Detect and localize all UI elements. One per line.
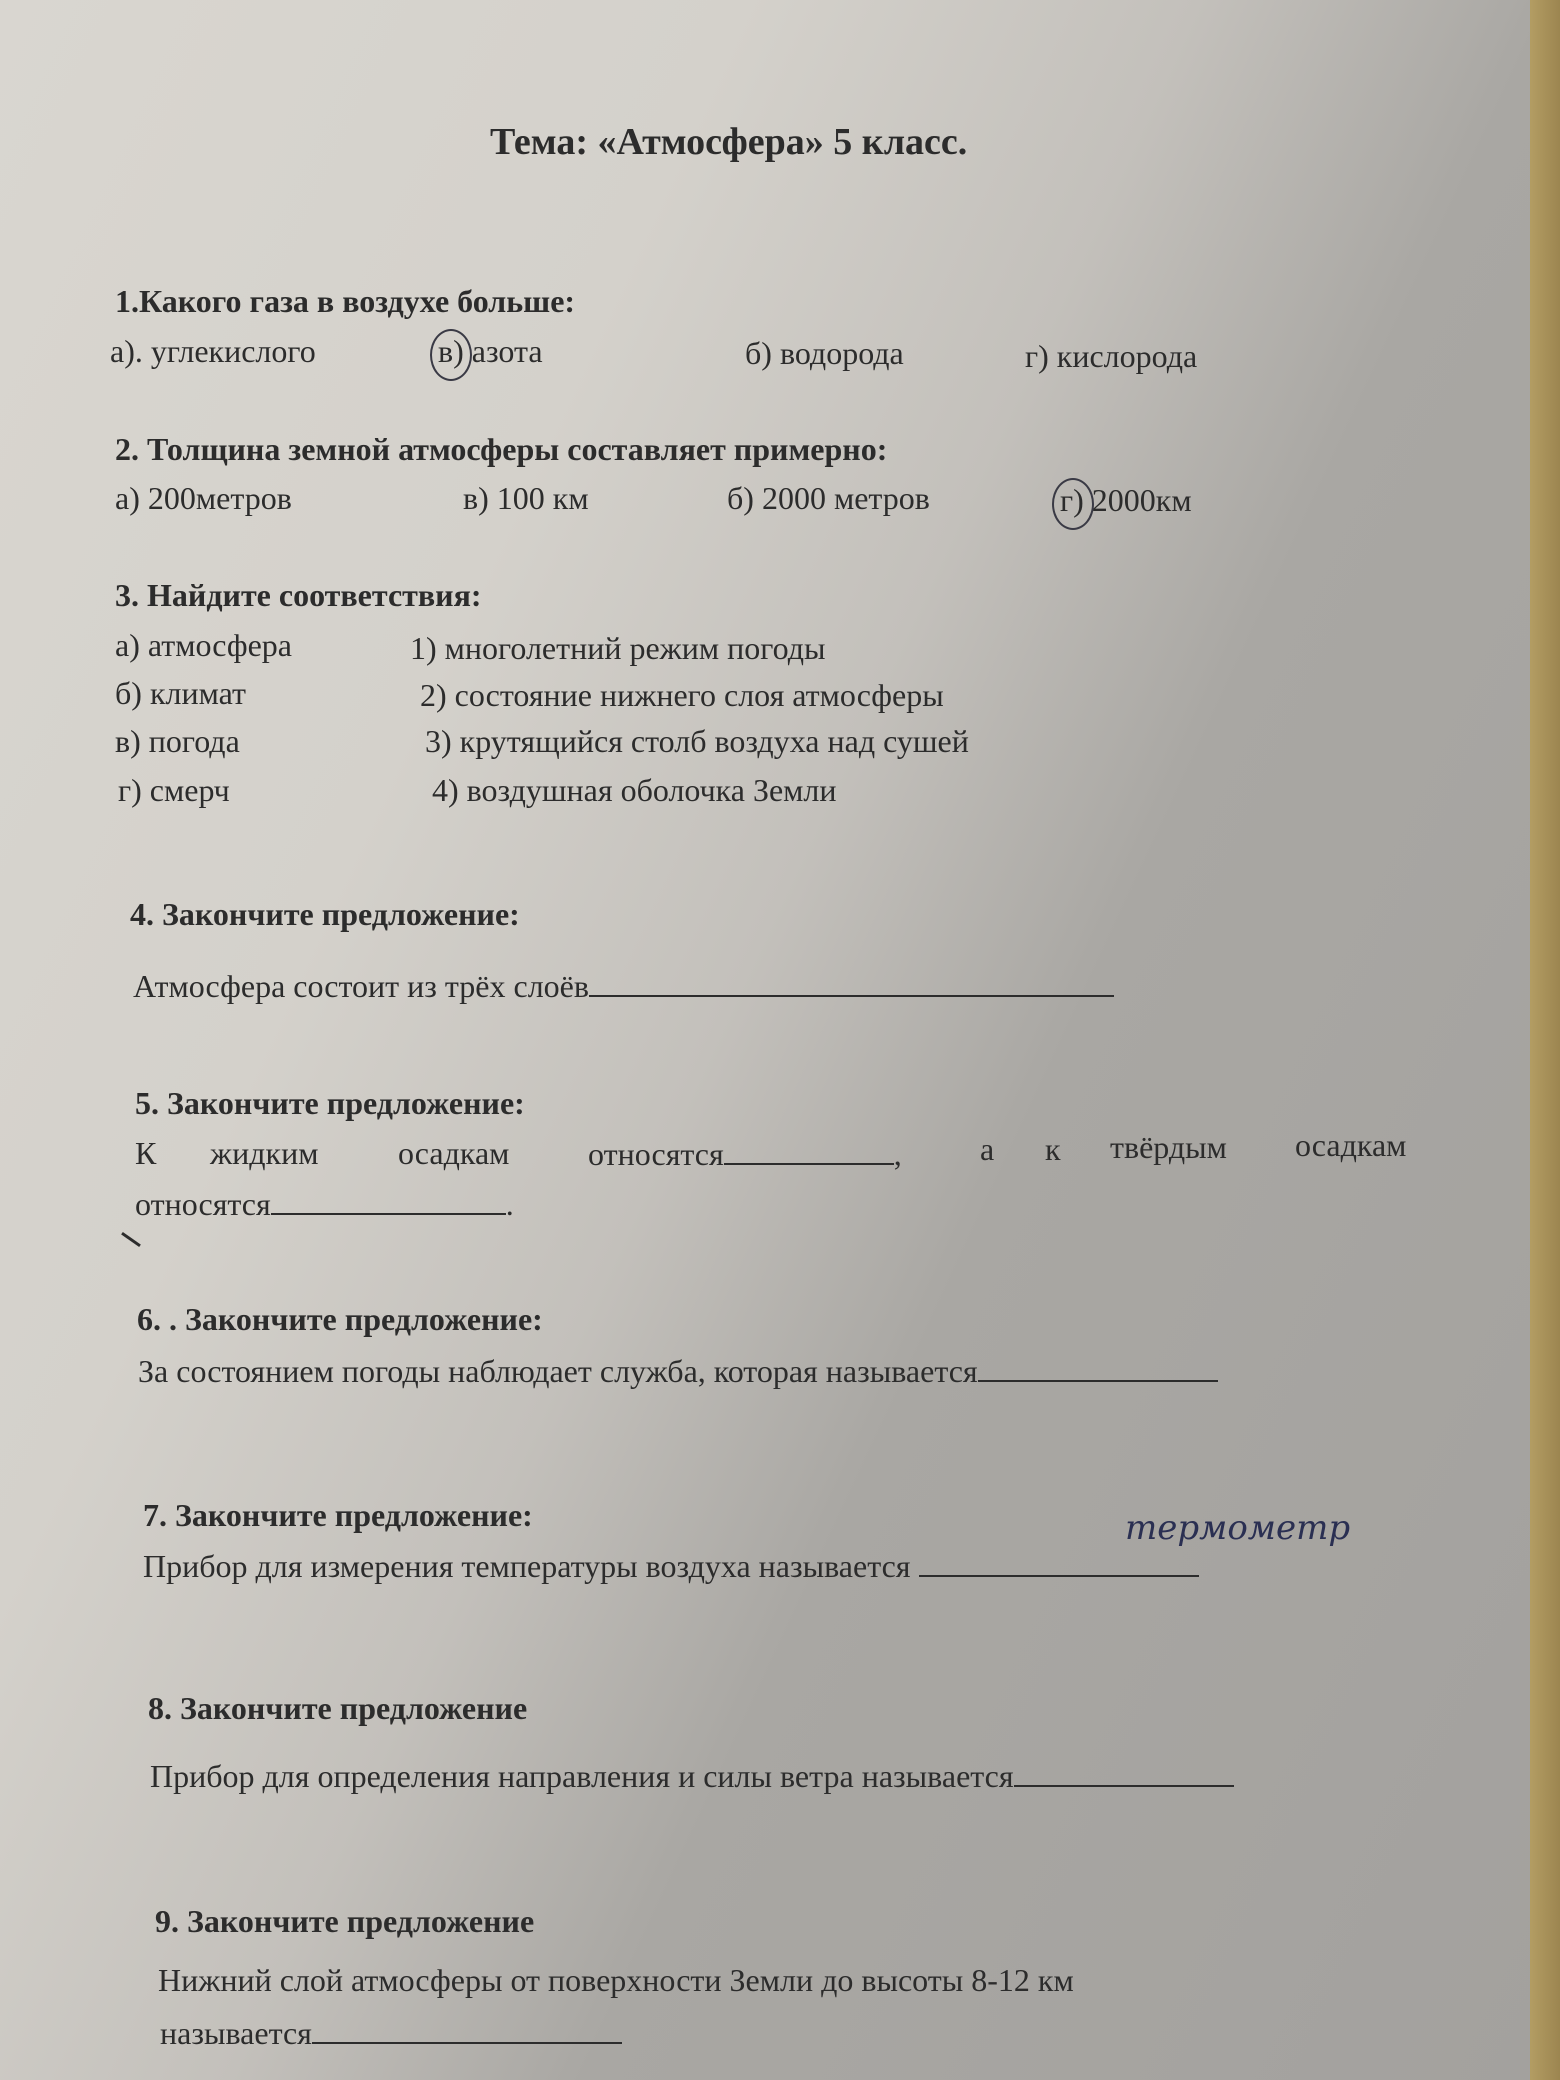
question-5-heading: 5. Закончите предложение:	[135, 1085, 525, 1121]
q2-option-a: а) 200метров	[115, 480, 292, 516]
q7-sentence-text: Прибор для измерения температуры воздуха называется	[143, 1548, 911, 1584]
q1-option-b: б) водорода	[745, 335, 904, 371]
q5-comma: ,	[893, 1136, 902, 1172]
answer-blank	[589, 965, 1114, 997]
pen-mark	[121, 1232, 141, 1247]
q8-sentence	[150, 1755, 1234, 1795]
q2-option-g-label: г) 2000км	[1060, 482, 1192, 518]
q4-sentence	[133, 965, 1114, 1005]
answer-blank	[312, 2012, 622, 2044]
q3-left-item: б) климат	[115, 675, 246, 711]
q5-sentence-line-2	[135, 1183, 514, 1223]
q5-word: осадкам	[398, 1135, 510, 1171]
q5-word: жидким	[210, 1135, 319, 1171]
q2-option-g	[1060, 482, 1192, 519]
q5-word: твёрдым	[1110, 1129, 1227, 1165]
question-2-heading: 2. Толщина земной атмосферы составляет примерно:	[115, 431, 888, 467]
q6-sentence	[138, 1350, 1218, 1390]
q1-option-v	[438, 333, 543, 370]
q1-option-a: а). углекислого	[110, 333, 316, 369]
answer-blank	[724, 1133, 894, 1165]
q3-right-item: 4) воздушная оболочка Земли	[432, 772, 837, 808]
page-title: Тема: «Атмосфера» 5 класс.	[490, 121, 968, 163]
q2-option-v: в) 100 км	[463, 480, 589, 516]
q5-word: осадкам	[1295, 1127, 1407, 1163]
handwritten-answer: термометр	[1125, 1508, 1351, 1548]
q5-word: К	[135, 1135, 157, 1171]
q1-option-v-label: в) азота	[438, 333, 543, 369]
q5-word	[588, 1133, 902, 1173]
q5-word-text: относятся	[588, 1136, 724, 1172]
q7-sentence	[143, 1545, 1199, 1585]
q9-sentence-line-2	[160, 2012, 622, 2052]
q8-sentence-text: Прибор для определения направления и силы ветра называется	[150, 1758, 1014, 1794]
q3-right-item: 2) состояние нижнего слоя атмосферы	[420, 677, 944, 713]
q3-left-item: г) смерч	[118, 772, 230, 808]
q9-sentence: Нижний слой атмосферы от поверхности Земли до высоты 8-12 км	[158, 1962, 1074, 1998]
question-7-heading: 7. Закончите предложение:	[143, 1497, 533, 1533]
q5-line-2-text: относятся	[135, 1186, 271, 1222]
q9-line-2-text: называется	[160, 2015, 312, 2051]
q3-left-item: в) погода	[115, 723, 240, 759]
q5-period: .	[505, 1186, 514, 1222]
q6-sentence-text: За состоянием погоды наблюдает служба, которая называется	[138, 1353, 978, 1389]
question-9-heading: 9. Закончите предложение	[155, 1903, 535, 1939]
q3-right-item: 1) многолетний режим погоды	[410, 630, 826, 666]
answer-blank	[271, 1183, 506, 1215]
q3-right-item: 3) крутящийся столб воздуха над сушей	[425, 723, 969, 759]
q4-sentence-text: Атмосфера состоит из трёх слоёв	[133, 968, 589, 1004]
question-4-heading: 4. Закончите предложение:	[130, 896, 520, 932]
q1-option-g: г) кислорода	[1025, 338, 1198, 374]
q5-word: а	[980, 1131, 995, 1167]
table-surface	[1530, 0, 1560, 2080]
question-8-heading: 8. Закончите предложение	[148, 1690, 528, 1726]
answer-blank	[978, 1350, 1218, 1382]
q3-left-item: а) атмосфера	[115, 627, 292, 663]
answer-blank	[919, 1545, 1199, 1577]
answer-blank	[1014, 1755, 1234, 1787]
question-6-heading: 6. . Закончите предложение:	[137, 1301, 543, 1337]
q2-option-b: б) 2000 метров	[727, 480, 930, 516]
question-1-heading: 1.Какого газа в воздухе больше:	[115, 283, 576, 319]
question-3-heading: 3. Найдите соответствия:	[115, 577, 482, 613]
q5-word: к	[1045, 1131, 1061, 1167]
